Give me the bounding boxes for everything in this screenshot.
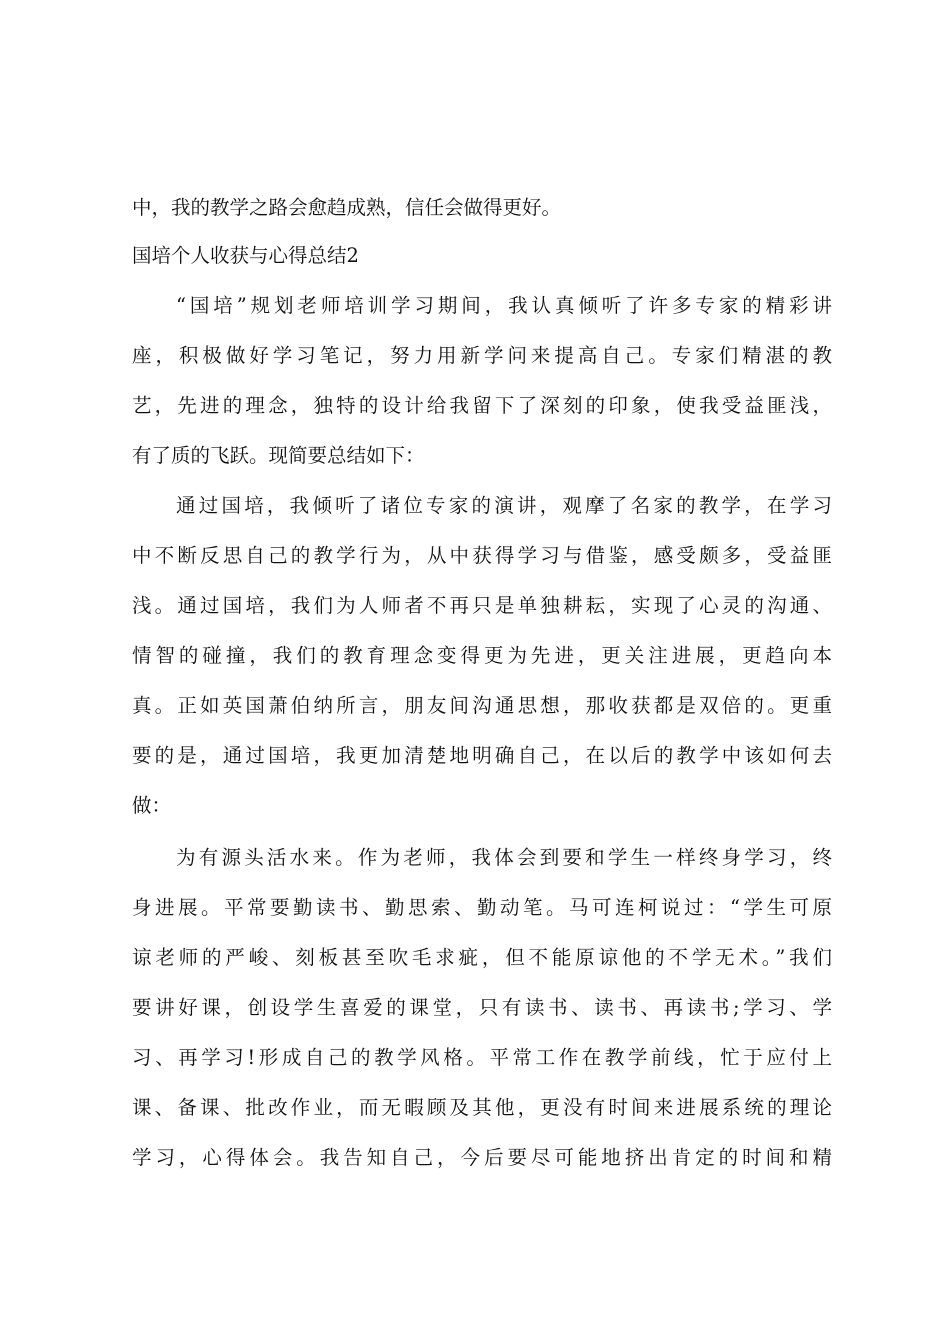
paragraph-3-line-5: 习、再学习!形成自己的教学风格。平常工作在教学前线，忙于应付上 (132, 1046, 832, 1069)
paragraph-1-line-1: “国培”规划老师培训学习期间，我认真倾听了许多专家的精彩讲 (176, 294, 832, 317)
paragraph-2-line-3: 浅。通过国培，我们为人师者不再只是单独耕耘，实现了心灵的沟通、 (132, 594, 832, 617)
paragraph-1-line-3: 艺，先进的理念，独特的设计给我留下了深刻的印象，使我受益匪浅， (132, 394, 832, 417)
paragraph-2-line-6: 要的是，通过国培，我更加清楚地明确自己，在以后的教学中该如何去 (132, 744, 832, 767)
paragraph-1-line-4: 有了质的飞跃。现简要总结如下： (132, 444, 425, 467)
paragraph-1-line-2: 座，积极做好学习笔记，努力用新学问来提高自己。专家们精湛的教 (132, 344, 832, 367)
paragraph-3-line-2: 身进展。平常要勤读书、勤思索、勤动笔。马可连柯说过：“学生可原 (132, 896, 832, 919)
section-heading: 国培个人收获与心得总结2 (132, 244, 359, 267)
paragraph-2-line-2: 中不断反思自己的教学行为，从中获得学习与借鉴，感受颇多，受益匪 (132, 544, 832, 567)
paragraph-3-line-6: 课、备课、批改作业，而无暇顾及其他，更没有时间来进展系统的理论 (132, 1096, 832, 1119)
paragraph-3-line-7: 学习，心得体会。我告知自己，今后要尽可能地挤出肯定的时间和精 (132, 1146, 832, 1169)
text-line-1: 中，我的教学之路会愈趋成熟，信任会做得更好。 (132, 196, 562, 219)
paragraph-2-line-7: 做： (132, 794, 172, 817)
paragraph-2-line-4: 情智的碰撞，我们的教育理念变得更为先进，更关注进展，更趋向本 (132, 644, 832, 667)
paragraph-2-line-5: 真。正如英国萧伯纳所言，朋友间沟通思想，那收获都是双倍的。更重 (132, 694, 832, 717)
paragraph-3-line-1: 为有源头活水来。作为老师，我体会到要和学生一样终身学习，终 (176, 846, 832, 869)
paragraph-2-line-1: 通过国培，我倾听了诸位专家的演讲，观摩了名家的教学，在学习 (176, 494, 832, 517)
paragraph-3-line-3: 谅老师的严峻、刻板甚至吹毛求疵，但不能原谅他的不学无术。”我们 (132, 946, 832, 969)
paragraph-3-line-4: 要讲好课，创设学生喜爱的课堂，只有读书、读书、再读书;学习、学 (132, 996, 832, 1019)
